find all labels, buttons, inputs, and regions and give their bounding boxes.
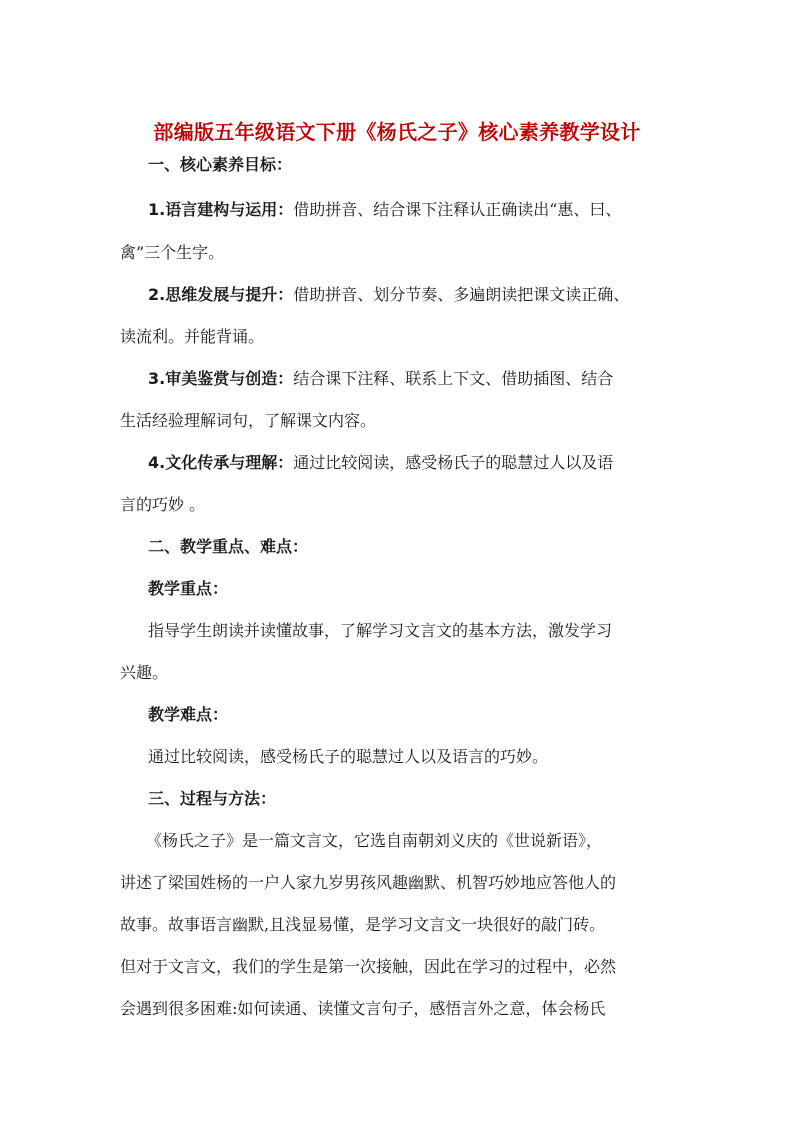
section-heading-process: 三、过程与方法： [148, 789, 277, 808]
objective-label: 1.语言建构与运用： [148, 200, 294, 219]
process-paragraph-line: 讲述了梁国姓杨的一户人家九岁男孩风趣幽默、机智巧妙地应答他人的 [120, 873, 617, 892]
section-heading-key-points: 二、教学重点、难点： [148, 537, 309, 556]
objective-text: 结合课下注释、联系上下文、借助插图、结合 [293, 369, 614, 388]
subheading-difficult: 教学难点： [148, 705, 229, 724]
section-heading-objectives: 一、核心素养目标： [148, 155, 293, 174]
objective-label: 2.思维发展与提升： [148, 285, 294, 304]
objective-text: 借助拼音、结合课下注释认正确读出“惠、曰、 [293, 200, 622, 219]
objective-item-2-cont: 读流利。并能背诵。 [120, 327, 265, 346]
objective-item-1-cont: 禽”三个生字。 [120, 243, 225, 262]
key-point-text-cont: 兴趣。 [120, 663, 169, 682]
objective-item-4-cont: 言的巧妙 。 [120, 495, 206, 514]
key-point-text: 指导学生朗读并读懂故事，了解学习文言文的基本方法，激发学习 [148, 621, 613, 640]
objective-label: 4.文化传承与理解： [148, 453, 294, 472]
objective-item-3 [148, 369, 613, 389]
process-paragraph-line: 《杨氏之子》是一篇文言文，它选自南朝刘义庆的《世说新语》， [146, 831, 603, 850]
objective-text: 借助拼音、划分节奏、多遍朗读把课文读正确、 [293, 285, 630, 304]
subheading-key: 教学重点： [148, 579, 229, 598]
document-title: 部编版五年级语文下册《杨氏之子》核心素养教学设计 [153, 120, 641, 144]
objective-label: 3.审美鉴赏与创造： [148, 369, 294, 388]
objective-item-1 [148, 200, 621, 220]
process-paragraph-line: 会遇到很多困难:如何读通、读懂文言句子，感悟言外之意，体会杨氏 [120, 999, 606, 1018]
objective-item-4 [148, 453, 613, 473]
process-paragraph-line: 故事。故事语言幽默,且浅显易懂，是学习文言文一块很好的敲门砖。 [120, 915, 606, 934]
objective-item-3-cont: 生活经验理解词句，了解课文内容。 [120, 411, 377, 430]
objective-text: 通过比较阅读，感受杨氏子的聪慧过人以及语 [293, 453, 614, 472]
objective-item-2 [148, 285, 629, 305]
difficult-point-text: 通过比较阅读，感受杨氏子的聪慧过人以及语言的巧妙。 [148, 747, 549, 766]
process-paragraph-line: 但对于文言文，我们的学生是第一次接触，因此在学习的过程中，必然 [120, 957, 617, 976]
